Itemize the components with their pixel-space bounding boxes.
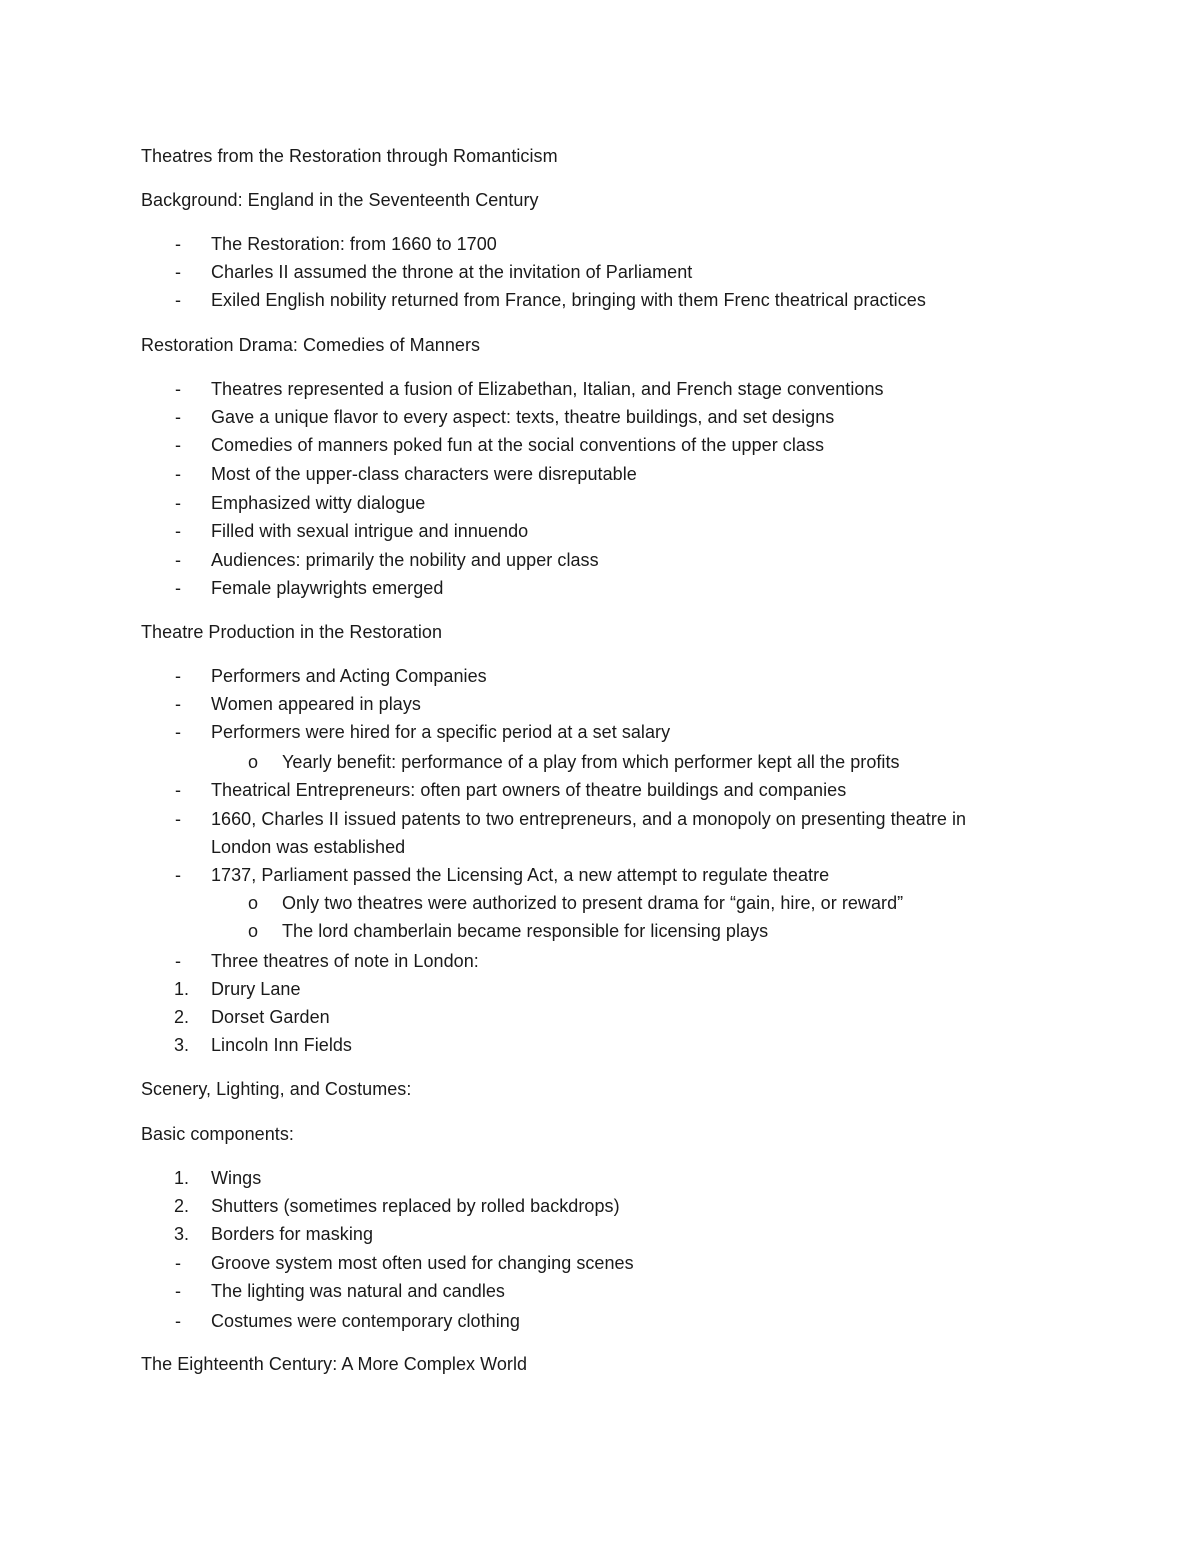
list-marker: - [175,722,182,742]
list-item: Comedies of manners poked fun at the social conventions of the upper class [211,435,825,455]
list-item: Wings [211,1168,262,1188]
list-marker: - [175,694,182,714]
list-marker: - [175,493,182,513]
list-item: Groove system most often used for changing scenes [211,1253,634,1273]
list-item: Audiences: primarily the nobility and upper class [211,550,599,570]
list-item: Exiled English nobility returned from France, bringing with them Frenc theatrical practices [211,290,926,310]
list-marker: - [175,379,182,399]
list-item: Three theatres of note in London: [211,951,479,971]
section-heading-restoration-drama: Restoration Drama: Comedies of Manners [141,335,481,355]
numbered-marker: 1. [174,1168,190,1188]
list-marker: - [175,951,182,971]
list-item: Theatres represented a fusion of Elizabethan, Italian, and French stage conventions [211,379,884,399]
list-item: Performers and Acting Companies [211,666,487,686]
sub-list-marker: o [248,752,259,772]
list-marker: - [175,407,182,427]
list-marker: - [175,521,182,541]
list-marker: - [175,1281,182,1301]
list-item: Most of the upper-class characters were disreputable [211,464,637,484]
list-item: Gave a unique flavor to every aspect: texts, theatre buildings, and set designs [211,407,835,427]
list-item: Charles II assumed the throne at the invitation of Parliament [211,262,693,282]
sub-list-marker: o [248,921,259,941]
list-marker: - [175,464,182,484]
list-marker: - [175,578,182,598]
section-heading-theatre-production: Theatre Production in the Restoration [141,622,443,642]
list-item: Costumes were contemporary clothing [211,1311,520,1331]
list-item: The lighting was natural and candles [211,1281,505,1301]
list-item: Women appeared in plays [211,694,421,714]
document-title: Theatres from the Restoration through Romanticism [141,146,558,166]
sub-list-item: Yearly benefit: performance of a play from which performer kept all the profits [282,752,900,772]
list-marker: - [175,1311,182,1331]
list-item: 1737, Parliament passed the Licensing Act, a new attempt to regulate theatre [211,865,830,885]
list-item: Theatrical Entrepreneurs: often part owners of theatre buildings and companies [211,780,847,800]
list-marker: - [175,865,182,885]
list-item: Emphasized witty dialogue [211,493,426,513]
list-marker: - [175,666,182,686]
list-item: Female playwrights emerged [211,578,444,598]
list-item: Dorset Garden [211,1007,330,1027]
list-marker: - [175,550,182,570]
list-item: Lincoln Inn Fields [211,1035,352,1055]
list-item: Borders for masking [211,1224,374,1244]
numbered-marker: 3. [174,1224,190,1244]
list-item: Shutters (sometimes replaced by rolled backdrops) [211,1196,620,1216]
list-marker: - [175,435,182,455]
sub-list-item: Only two theatres were authorized to present drama for “gain, hire, or reward” [282,893,904,913]
list-marker: - [175,290,182,310]
list-marker: - [175,234,182,254]
numbered-marker: 2. [174,1196,190,1216]
section-heading-background: Background: England in the Seventeenth Century [141,190,539,210]
numbered-marker: 3. [174,1035,190,1055]
list-marker: - [175,1253,182,1273]
numbered-marker: 2. [174,1007,190,1027]
list-marker: - [175,780,182,800]
list-item: Filled with sexual intrigue and innuendo [211,521,529,541]
numbered-marker: 1. [174,979,190,999]
section-heading-basic-components: Basic components: [141,1124,294,1144]
list-item: Performers were hired for a specific period at a set salary [211,722,671,742]
list-item-continuation: London was established [211,837,406,857]
section-heading-scenery: Scenery, Lighting, and Costumes: [141,1079,412,1099]
sub-list-item: The lord chamberlain became responsible for licensing plays [282,921,769,941]
list-item: The Restoration: from 1660 to 1700 [211,234,497,254]
list-marker: - [175,809,182,829]
list-item: Drury Lane [211,979,301,999]
sub-list-marker: o [248,893,259,913]
list-marker: - [175,262,182,282]
list-item: 1660, Charles II issued patents to two entrepreneurs, and a monopoly on presenting theatre in [211,809,967,829]
section-heading-eighteenth-century: The Eighteenth Century: A More Complex World [141,1354,528,1374]
